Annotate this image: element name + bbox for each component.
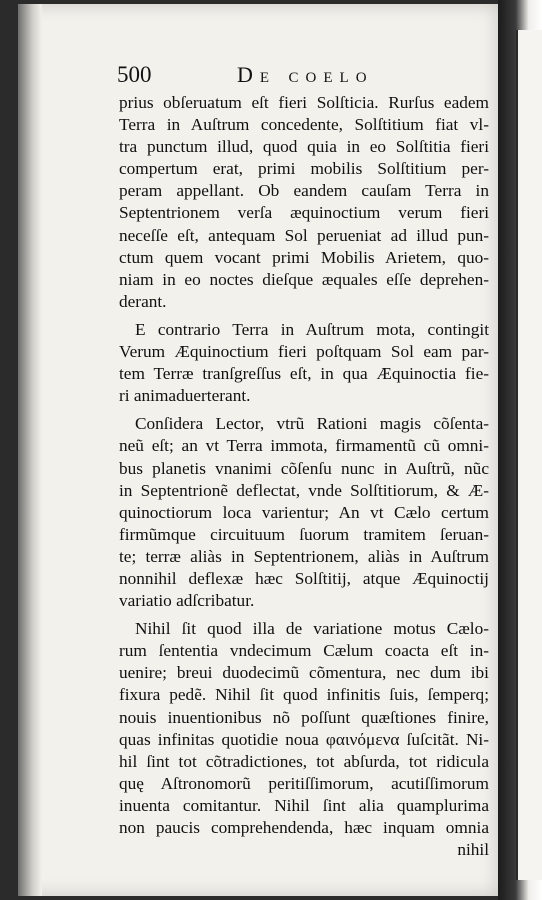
text-line: inuenta comitantur. Nihil ſint alia quamplurima <box>119 795 489 815</box>
page-header <box>117 62 489 92</box>
text-line: fixura pedẽ. Nihil ſit quod infinitis ſuis, ſemperq; <box>119 685 489 705</box>
running-head: De coelo <box>237 62 374 87</box>
text-line: firmũmque circuituum ſuorum tramitem ſeruan- <box>119 524 489 544</box>
paragraph <box>119 319 489 407</box>
next-page-fold <box>516 30 542 880</box>
paragraph <box>119 413 489 612</box>
text-line: nouis inuentionibus nõ poſſunt quæſtiones finire, <box>119 707 489 727</box>
text-line: niam in eo noctes dieſque æquales eſſe deprehen- <box>119 269 489 289</box>
text-line: quas infinitas quotidie noua φαινόμενα ſuſcitãt. Ni- <box>119 729 489 749</box>
text-line: neceſſe eſt, antequam Sol perueniat ad illud pun- <box>119 225 489 245</box>
text-line: neũ eſt; an vt Terra immota, firmamentũ cũ omni- <box>119 436 489 456</box>
text-line: in Septentrionẽ deflectat, vnde Solſtitiorum, & Æ- <box>119 480 489 500</box>
text-line: Terra in Auſtrum concedente, Solſtitium fiat vl- <box>119 115 489 135</box>
text-line: tra punctum illud, quod quia in eo Solſtitia fieri <box>119 137 489 157</box>
page-number: 500 <box>117 62 152 87</box>
text-line: derant. <box>119 291 167 311</box>
body-text <box>119 92 489 867</box>
text-line: Conſidera Lector, vtrũ Rationi magis cõſenta- <box>135 414 489 434</box>
text-line: variatio adſcribatur. <box>119 591 255 611</box>
text-line: quinoctiorum loca varientur; An vt Cælo certum <box>119 502 489 522</box>
text-line: te; terræ aliàs in Septentrionem, aliàs in Auſtrum <box>119 546 489 566</box>
text-line: prius obſeruatum eſt fieri Solſticia. Rurſus eadem <box>119 93 489 112</box>
text-line: E contrario Terra in Auſtrum mota, contingit <box>135 319 489 339</box>
text-line: rum ſententia vndecimum Cælum coacta eſt in- <box>119 641 489 661</box>
paragraph <box>119 618 489 861</box>
text-line: ri animaduerterant. <box>119 386 251 406</box>
adjacent-page-edge <box>498 0 542 900</box>
text-line: peram appellant. Ob eandem cauſam Terra in <box>119 181 489 201</box>
text-line: hil ſint tot cõtradictiones, tot abſurda, tot ridicula <box>119 751 489 771</box>
text-line: Verum Æquinoctium fieri poſtquam Sol eam par- <box>119 342 489 362</box>
text-line: quę Aſtronomorũ peritiſſimorum, acutiſſimorum <box>119 773 489 793</box>
text-line: compertum erat, primi mobilis Solſtitium per- <box>119 159 489 179</box>
text-line: bus planetis vnanimi cõſenſu nunc in Auſtrũ, nũc <box>119 458 489 478</box>
text-line: Septentrionem verſa æquinoctium verum fieri <box>119 203 489 223</box>
text-line: non paucis comprehendenda, hæc inquam omnia <box>119 818 489 837</box>
text-line: nonnihil deflexæ hæc Solſtitij, atque Æquinoctij <box>119 568 489 588</box>
text-line: tem Terræ tranſgreſſus eſt, in qua Æquinoctia fie- <box>119 364 489 384</box>
text-line: ctum quem vocant primi Mobilis Arietem, quo- <box>119 247 489 267</box>
paragraph <box>119 92 489 313</box>
binding-gutter <box>18 4 42 896</box>
text-line: uenire; breui duodecimũ cõmentura, nec dum ibi <box>119 663 489 683</box>
text-line: nihil <box>457 840 489 860</box>
text-line: Nihil ſit quod illa de variatione motus Cælo- <box>135 619 489 639</box>
